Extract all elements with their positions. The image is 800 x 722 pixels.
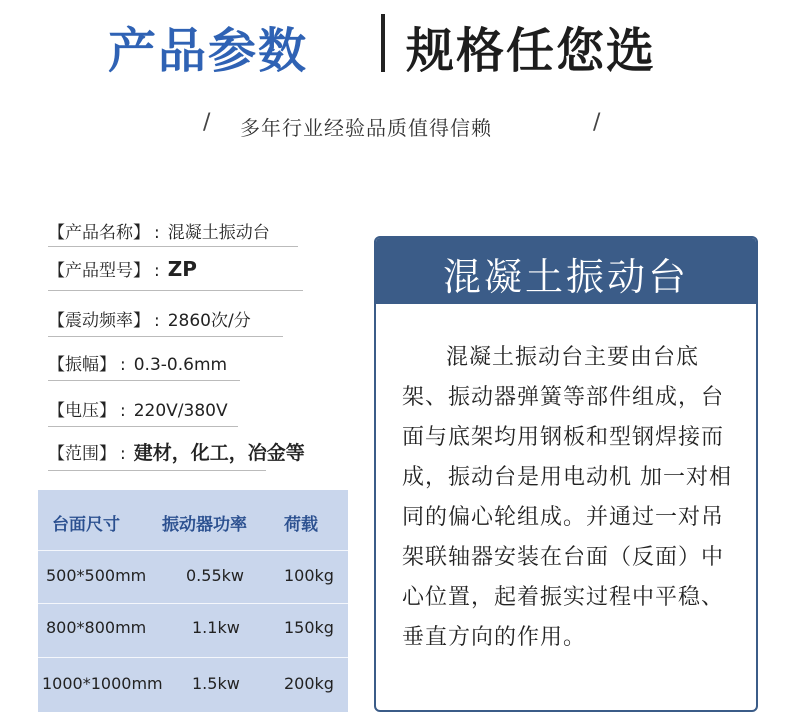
table-divider (38, 657, 348, 658)
table-cell: 200kg (284, 674, 334, 693)
page-header (0, 0, 800, 90)
spec-key: 【震动频率】 (48, 311, 150, 331)
table-header-cell: 荷载 (284, 515, 318, 535)
table-cell: 1.5kw (192, 674, 240, 693)
table-divider (38, 603, 348, 604)
slash-right: / (593, 110, 601, 135)
spec-value: 2860次/分 (167, 311, 251, 331)
spec-divider (48, 336, 283, 337)
spec-divider (48, 380, 240, 381)
card-title: 混凝土振动台 (442, 255, 689, 299)
card-description: 混凝土振动台主要由台底架、振动器弹簧等部件组成，台面与底架均用钢板和型钢焊接而成，振动台是用电动机 加一对相同的偏心轮组成。并通过一对吊架联轴器安装在台面（反面）中心位置，起着振实过程中平稳、垂直方向的作用。 (402, 345, 732, 650)
subtitle (0, 108, 800, 142)
spec-sep: : (154, 223, 160, 243)
spec-key: 【产品型号】 (48, 261, 150, 281)
spec-key: 【产品名称】 (48, 223, 150, 243)
spec-value: ZP (167, 257, 197, 281)
spec-value: 建材，化工，冶金等 (133, 442, 305, 464)
spec-sep: : (120, 444, 126, 464)
table-divider (38, 550, 348, 551)
spec-sep: : (154, 261, 160, 281)
spec-sep: : (120, 401, 126, 421)
card-header (376, 238, 756, 304)
title-product-params: 产品参数 (108, 23, 309, 79)
spec-item-model (48, 256, 197, 294)
spec-key: 【范围】 (48, 444, 116, 464)
spec-value: 0.3-0.6mm (133, 355, 228, 375)
table-cell: 150kg (284, 618, 334, 637)
spec-value: 混凝土振动台 (167, 223, 270, 243)
table-header-cell: 振动器功率 (162, 515, 247, 535)
spec-key: 【电压】 (48, 401, 116, 421)
table-cell: 1000*1000mm (42, 674, 163, 693)
title-spec-choice: 规格任您选 (406, 23, 657, 79)
table-cell: 0.55kw (186, 566, 244, 585)
title-divider (381, 14, 385, 72)
spec-item-amplitude (48, 350, 227, 388)
spec-value: 220V/380V (133, 401, 228, 421)
spec-item-name (48, 218, 270, 256)
spec-divider (48, 426, 238, 427)
description-card (374, 236, 758, 712)
spec-sep: : (120, 355, 126, 375)
spec-table (38, 490, 348, 712)
table-cell: 1.1kw (192, 618, 240, 637)
table-cell: 500*500mm (46, 566, 147, 585)
spec-item-voltage (48, 396, 228, 434)
spec-item-frequency (48, 306, 251, 344)
table-header-cell: 台面尺寸 (52, 515, 120, 535)
slash-left: / (203, 110, 211, 135)
spec-sep: : (154, 311, 160, 331)
table-cell: 100kg (284, 566, 334, 585)
subtitle-text: 多年行业经验品质值得信赖 (240, 116, 492, 140)
spec-divider (48, 246, 298, 247)
spec-divider (48, 470, 266, 471)
spec-divider (48, 290, 303, 291)
table-cell: 800*800mm (46, 618, 147, 637)
spec-key: 【振幅】 (48, 355, 116, 375)
